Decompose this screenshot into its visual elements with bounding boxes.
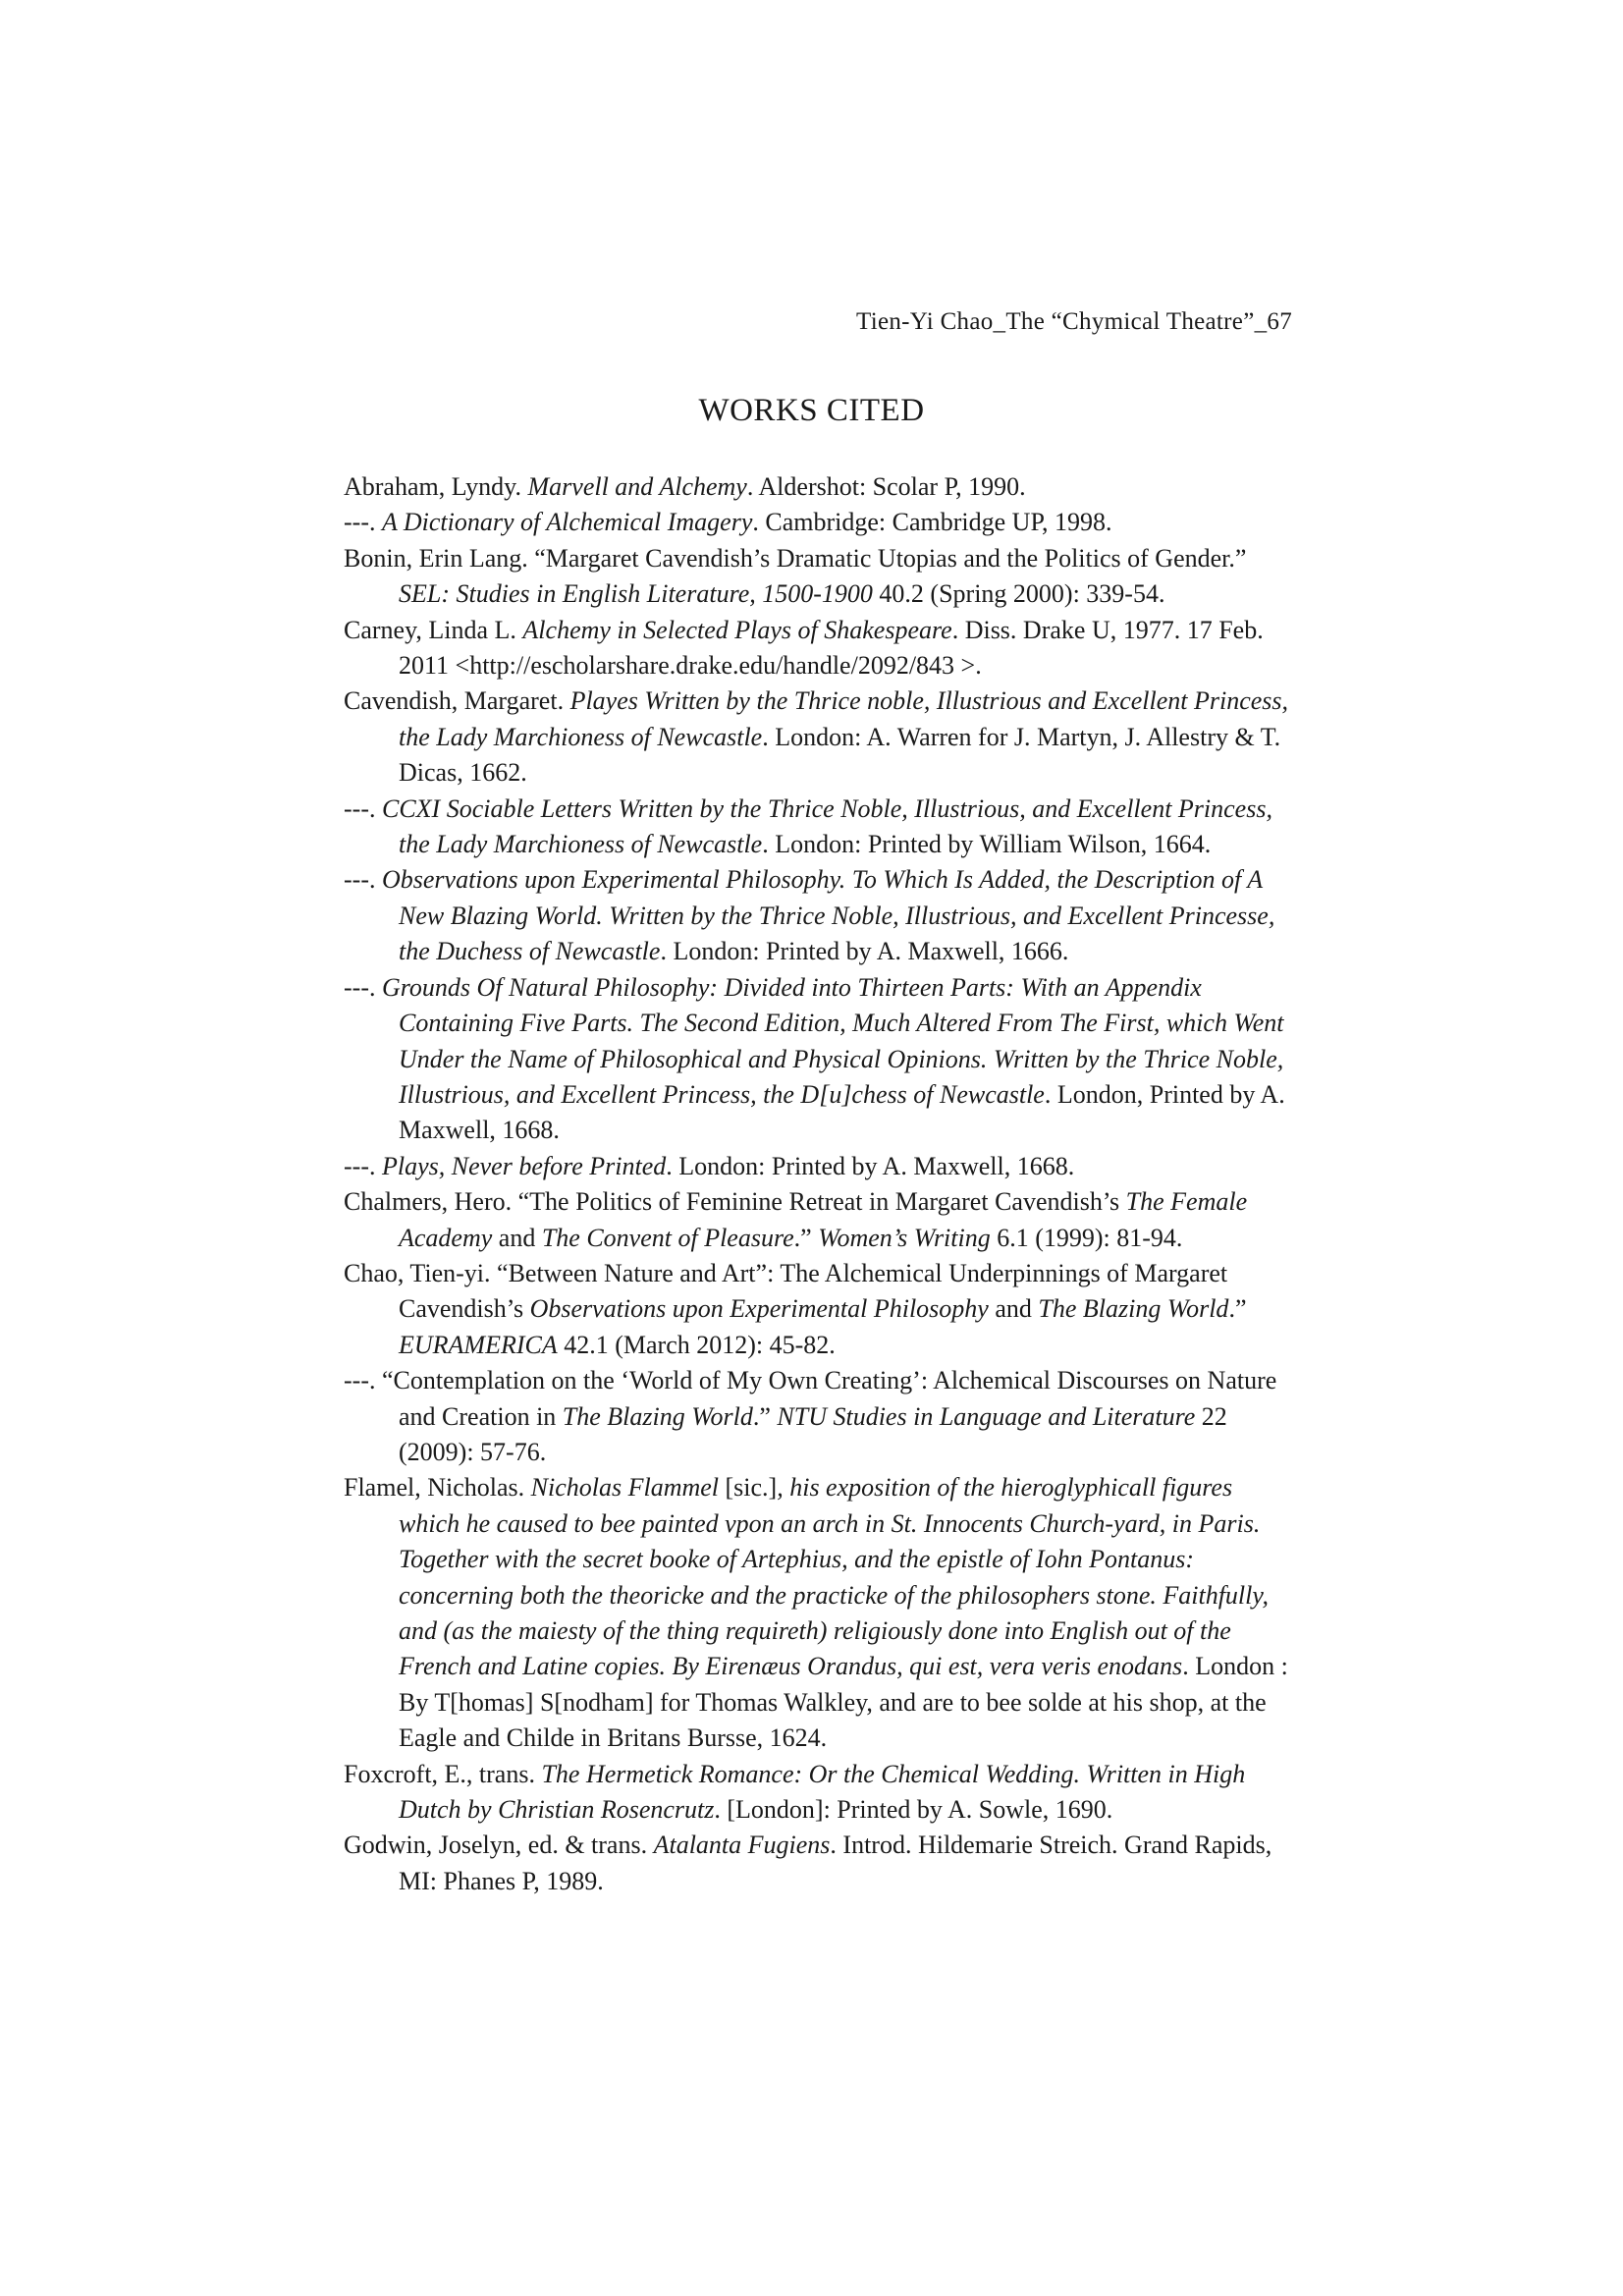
citation-entry: Abraham, Lyndy. Marvell and Alchemy. Aldershot: Scolar P, 1990. [344, 472, 1026, 501]
page-title: WORKS CITED [698, 393, 925, 428]
citation-entry: ---. CCXI Sociable Letters Written by the Thrice Noble, Illustrious, and Excellent Princess, the Lady Marchioness of Newcastle. London: Printed by William Wilson, 1664. [344, 793, 1272, 859]
citation-entry: Foxcroft, E., trans. The Hermetick Romance: Or the Chemical Wedding. Written in High Dutch by Christian Rosencrutz. [London]: Printed by A. Sowle, 1690. [344, 1759, 1246, 1825]
running-head: Tien-Yi Chao_The “Chymical Theatre”_67 [856, 308, 1292, 335]
citation-entry: Chalmers, Hero. “The Politics of Feminine Retreat in Margaret Cavendish’s The Female Academy and The Convent of Pleasure.” Women’s Writing 6.1 (1999): 81-94. [344, 1187, 1248, 1252]
works-cited-list [344, 469, 1298, 1899]
citation-entry: Cavendish, Margaret. Playes Written by the Thrice noble, Illustrious and Excellent Princess, the Lady Marchioness of Newcastle. London: A. Warren for J. Martyn, J. Allestry & T. Dicas, 1662. [344, 686, 1289, 788]
citation-entry: Flamel, Nicholas. Nicholas Flammel [sic.], his exposition of the hieroglyphicall figures which he caused to bee painted vpon an arch in St. Innocents Church-yard, in Paris. Together with the secret booke of Artephius, and the epistle of Iohn Pontanus: concerning both the theoricke and the practicke of the philosophers stone. Faithfully, and (as the maiesty of the thing requireth) religiously done into English out of the French and Latine copies. By Eirenæus Orandus, qui est, vera veris enodans. London : By T[homas] S[nodham] for Thomas Walkley, and are to bee solde at his shop, at the Eagle and Childe in Britans Bursse, 1624. [344, 1473, 1288, 1753]
citation-entry: Bonin, Erin Lang. “Margaret Cavendish’s Dramatic Utopias and the Politics of Gender.” SEL: Studies in English Literature, 1500-1900 40.2 (Spring 2000): 339-54. [344, 543, 1247, 609]
citation-entry: Godwin, Joselyn, ed. & trans. Atalanta Fugiens. Introd. Hildemarie Streich. Grand Rapids, MI: Phanes P, 1989. [344, 1831, 1272, 1895]
citation-entry: Chao, Tien-yi. “Between Nature and Art”: The Alchemical Underpinnings of Margaret Cavendish’s Observations upon Experimental Philosophy and The Blazing World.” EURAMERICA 42.1 (March 2012): 45-82. [344, 1258, 1247, 1359]
citation-entry: ---. A Dictionary of Alchemical Imagery. Cambridge: Cambridge UP, 1998. [344, 508, 1112, 537]
citation-entry: ---. Observations upon Experimental Philosophy. To Which Is Added, the Description of A New Blazing World. Written by the Thrice Noble, Illustrious, and Excellent Princesse, the Duchess of Newcastle. London: Printed by A. Maxwell, 1666. [344, 865, 1275, 966]
citation-entry: ---. Plays, Never before Printed. London: Printed by A. Maxwell, 1668. [344, 1151, 1075, 1180]
citation-entry: Carney, Linda L. Alchemy in Selected Plays of Shakespeare. Diss. Drake U, 1977. 17 Feb. 2011 <http://escholarshare.drake.edu/handle/2092/843 >. [344, 615, 1264, 681]
citation-entry: ---. “Contemplation on the ‘World of My Own Creating’: Alchemical Discourses on Nature and Creation in The Blazing World.” NTU Studies in Language and Literature 22 (2009): 57-76. [344, 1366, 1277, 1466]
citation-entry: ---. Grounds Of Natural Philosophy: Divided into Thirteen Parts: With an Appendix Containing Five Parts. The Second Edition, Much Altered From The First, which Went Under the Name of Philosophical and Physical Opinions. Written by the Thrice Noble, Illustrious, and Excellent Princess, the D[u]chess of Newcastle. London, Printed by A. Maxwell, 1668. [344, 972, 1285, 1145]
